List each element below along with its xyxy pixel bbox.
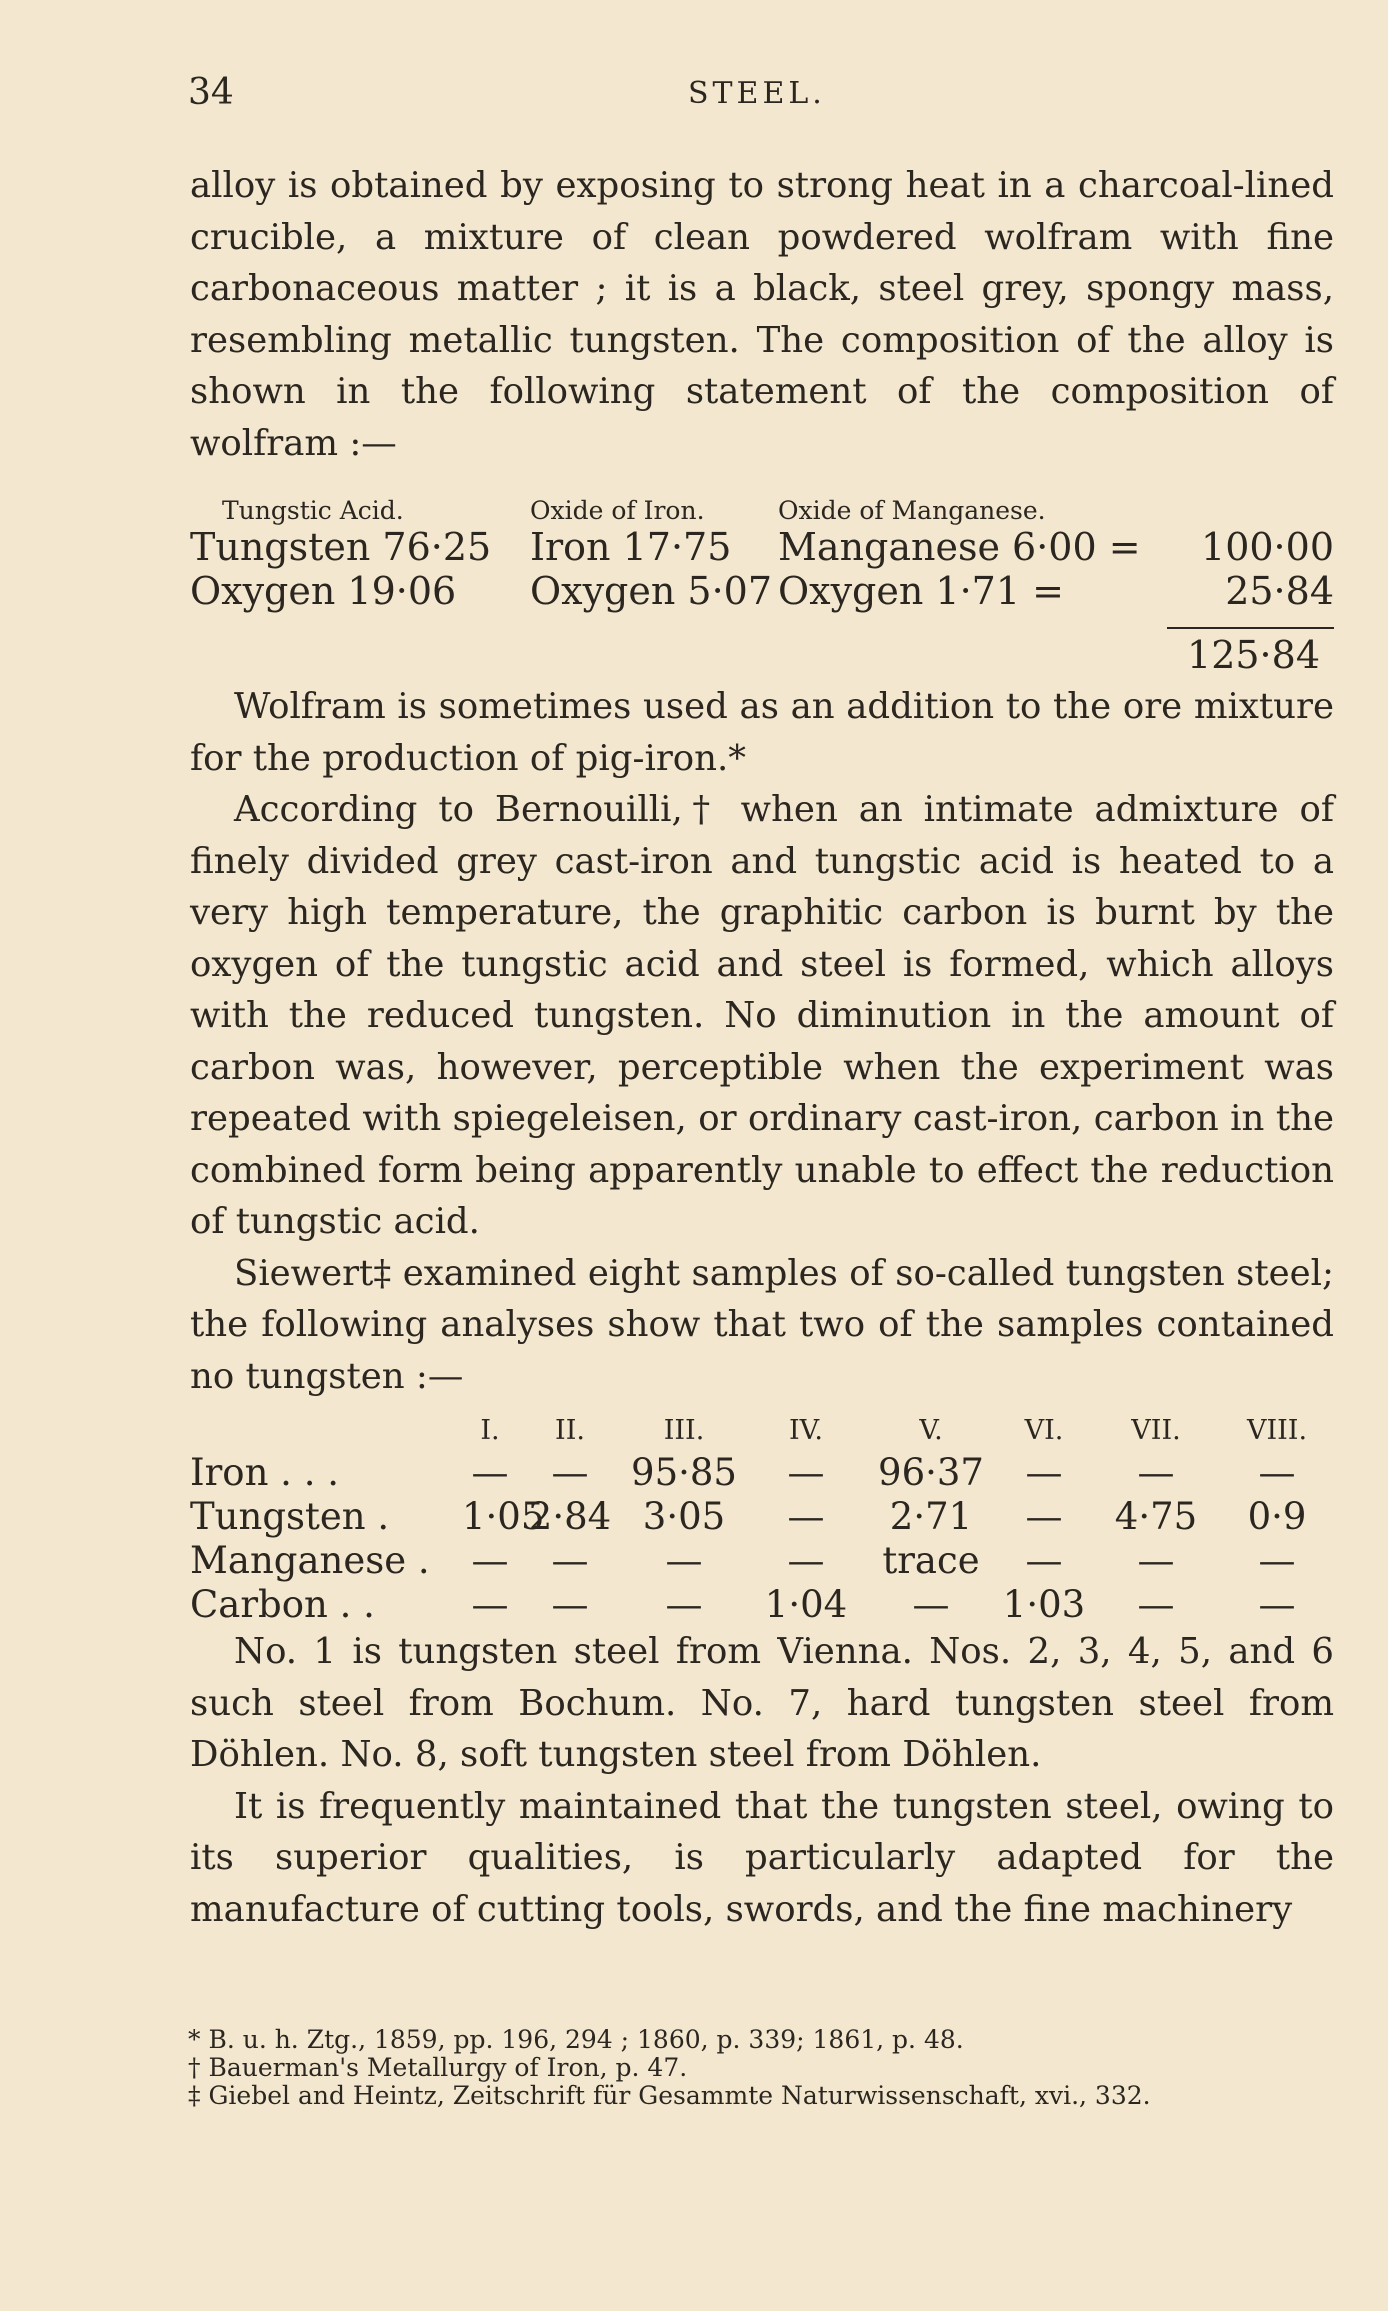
cell: 25·84 (1225, 569, 1334, 613)
cell: — (551, 1582, 589, 1626)
cell: — (551, 1450, 589, 1494)
cell: — (665, 1538, 703, 1582)
cell: — (787, 1450, 825, 1494)
cell: Oxygen 1·71 = (778, 569, 1064, 613)
cell: — (1137, 1582, 1175, 1626)
cell: trace (882, 1538, 980, 1582)
row-label: Carbon . . (190, 1582, 375, 1626)
cell: 4·75 (1114, 1494, 1198, 1538)
footnote: † Bauerman's Metallurgy of Iron, p. 47. (188, 2053, 688, 2082)
cell: 100·00 (1201, 525, 1334, 569)
paragraph-5: No. 1 is tungsten steel from Vienna. Nos. 2, 3, 4, 5, and 6 such steel from Bochum. No. 7, hard tungsten steel from Döhlen. No. 8, soft tungsten steel from Döhlen. (190, 1631, 1334, 1775)
paragraph-2: Wolfram is sometimes used as an addition to the ore mixture for the production of pig-iron.* (190, 686, 1334, 779)
composition-table (190, 491, 1334, 681)
cell: — (551, 1538, 589, 1582)
analysis-row (190, 1494, 1334, 1538)
cell: — (1258, 1450, 1296, 1494)
cell: Oxygen 19·06 (190, 569, 457, 613)
col-header: IV. (788, 1414, 824, 1446)
cell: — (1137, 1538, 1175, 1582)
cell: 2·84 (528, 1494, 612, 1538)
row-label: Iron . . . (190, 1450, 339, 1494)
cell: — (1025, 1538, 1063, 1582)
composition-total: 125·84 (1187, 633, 1320, 677)
composition-row (190, 569, 1334, 613)
composition-row (190, 525, 1334, 569)
cell: — (471, 1450, 509, 1494)
row-label: Manganese . (190, 1538, 430, 1582)
cell: 95·85 (631, 1450, 737, 1494)
page-body (190, 160, 1334, 1935)
col-header: VIII. (1246, 1414, 1308, 1446)
analysis-table (190, 1410, 1334, 1626)
cell: — (665, 1582, 703, 1626)
cell: 1·04 (764, 1582, 848, 1626)
cell: 0·9 (1247, 1494, 1307, 1538)
cell: — (787, 1538, 825, 1582)
analysis-row (190, 1538, 1334, 1582)
cell: Iron 17·75 (530, 525, 732, 569)
cell: 96·37 (878, 1450, 984, 1494)
footnote: ‡ Giebel and Heintz, Zeitschrift für Gesammte Naturwissenschaft, xvi., 332. (188, 2081, 1151, 2110)
col-header: Tungstic Acid. (222, 496, 404, 525)
cell: — (1137, 1450, 1175, 1494)
running-head: STEEL. (688, 76, 826, 111)
col-header: Oxide of Manganese. (778, 496, 1046, 525)
col-header: II. (555, 1414, 585, 1446)
paragraph-4: Siewert‡ examined eight samples of so-called tungsten steel; the following analyses show that two of the samples contained no tungsten :— (190, 1252, 1334, 1397)
cell: — (1025, 1494, 1063, 1538)
cell: — (787, 1494, 825, 1538)
cell: — (1258, 1582, 1296, 1626)
analysis-row (190, 1450, 1334, 1494)
page-header (188, 72, 1338, 122)
cell: — (471, 1538, 509, 1582)
cell: 1·03 (1002, 1582, 1086, 1626)
analysis-row (190, 1582, 1334, 1626)
cell: 2·71 (889, 1494, 973, 1538)
cell: Manganese 6·00 = (778, 525, 1141, 569)
row-label: Tungsten . (190, 1494, 390, 1538)
analysis-table-header (190, 1410, 1334, 1450)
cell: Tungsten 76·25 (190, 525, 492, 569)
cell: — (912, 1582, 950, 1626)
col-header: Oxide of Iron. (530, 496, 705, 525)
col-header: V. (919, 1414, 943, 1446)
paragraph-3: According to Bernouilli,† when an intimate admixture of finely divided grey cast-iron and tungstic acid is heated to a very high temperature, the graphitic carbon is burnt by the oxygen of the tungstic acid and steel is formed, which alloys with the reduced tungsten. No diminution in the amount of carbon was, however, perceptible when the experiment was repeated with spiegeleisen, or ordinary cast-iron, carbon in the combined form being apparently unable to effect the reduction of tungstic acid. (190, 789, 1334, 1242)
col-header: VI. (1024, 1414, 1064, 1446)
footnotes (188, 2026, 1338, 2110)
cell: — (1258, 1538, 1296, 1582)
cell: Oxygen 5·07 (530, 569, 773, 613)
cell: — (471, 1582, 509, 1626)
col-header: VII. (1131, 1414, 1181, 1446)
col-header: I. (480, 1414, 500, 1446)
col-header: III. (663, 1414, 705, 1446)
footnote: * B. u. h. Ztg., 1859, pp. 196, 294 ; 1860, p. 339; 1861, p. 48. (188, 2025, 964, 2054)
composition-table-header (190, 491, 1334, 525)
paragraph-1: alloy is obtained by exposing to strong heat in a charcoal-lined crucible, a mixture of clean powdered wolfram with fine carbonaceous matter ; it is a black, steel grey, spongy mass, resembling metallic tungsten. The composition of the alloy is shown in the following statement of the composition of wolfram :— (190, 165, 1334, 464)
page-number: 34 (188, 72, 234, 113)
paragraph-6: It is frequently maintained that the tungsten steel, owing to its superior qualities, is particularly adapted for the manufacture of cutting tools, swords, and the fine machinery (190, 1785, 1334, 1930)
cell: — (1025, 1450, 1063, 1494)
cell: 1·05 (462, 1494, 545, 1538)
cell: 3·05 (642, 1494, 726, 1538)
